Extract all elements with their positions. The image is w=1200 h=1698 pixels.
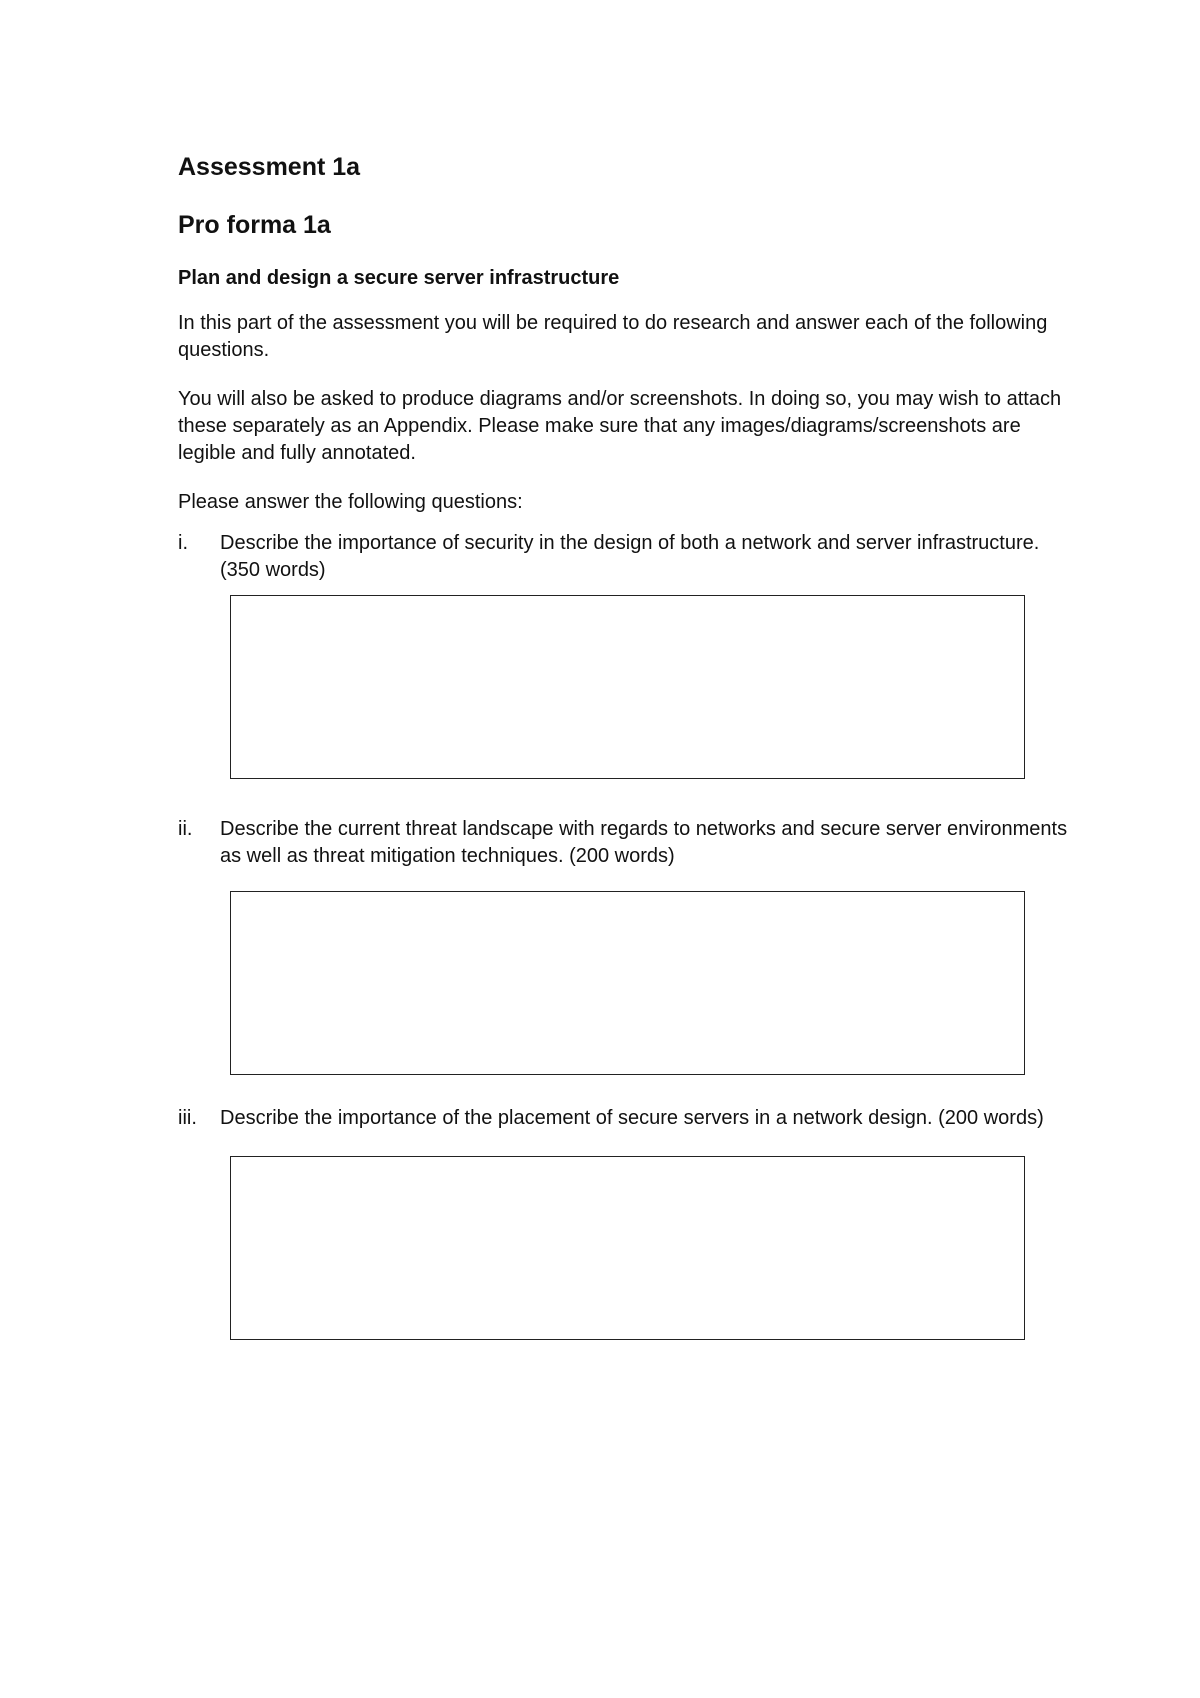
intro-paragraph-3: Please answer the following questions: xyxy=(178,491,523,513)
section-heading: Plan and design a secure server infrastructure xyxy=(178,267,620,289)
question-1-text: Describe the importance of security in the design of both a network and server infrastructure. (350 words) xyxy=(220,532,1040,581)
question-2-number: ii. xyxy=(178,818,193,840)
document-content xyxy=(178,150,1068,1340)
answer-box-3[interactable] xyxy=(230,1156,1025,1340)
document-subtitle: Pro forma 1a xyxy=(178,211,331,239)
answer-box-1[interactable] xyxy=(230,595,1025,779)
intro-paragraph-1: In this part of the assessment you will be required to do research and answer each of the following questions. xyxy=(178,312,1048,361)
question-3 xyxy=(178,1105,1068,1132)
question-1 xyxy=(178,530,1068,584)
document-title: Assessment 1a xyxy=(178,153,361,181)
question-2 xyxy=(178,816,1068,870)
question-3-text: Describe the importance of the placement of secure servers in a network design. (200 words) xyxy=(220,1107,1044,1129)
answer-box-2[interactable] xyxy=(230,891,1025,1075)
question-1-number: i. xyxy=(178,532,188,554)
question-3-number: iii. xyxy=(178,1107,197,1129)
question-2-text: Describe the current threat landscape with regards to networks and secure server environments as well as threat mitigation techniques. (200 words) xyxy=(220,818,1068,867)
intro-paragraph-2: You will also be asked to produce diagrams and/or screenshots. In doing so, you may wish to attach these separately as an Appendix. Please make sure that any images/diagrams/screenshots are legible and fully annotated. xyxy=(178,388,1062,464)
